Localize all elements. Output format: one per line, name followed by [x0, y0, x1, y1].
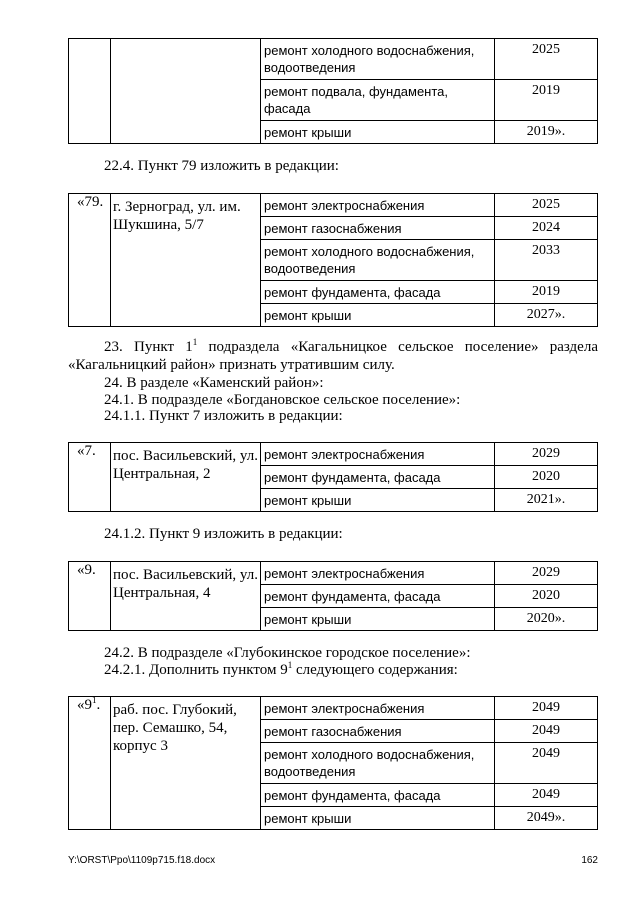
year-cell: 2019 — [495, 281, 598, 304]
work-cell: ремонт холодного водоснабжения, водоотведения — [261, 240, 495, 281]
year-cell: 2025 — [495, 39, 598, 80]
num-cell — [69, 39, 111, 144]
paragraph-24-2-1-text-start: 24.2.1. Дополнить пунктом 9 — [104, 662, 288, 678]
table-row — [69, 697, 598, 720]
table-item-9-1 — [68, 696, 598, 830]
num-text: «9 — [77, 697, 92, 713]
year-cell: 2024 — [495, 217, 598, 240]
year-cell: 2021». — [495, 489, 598, 512]
address-cell — [111, 39, 261, 144]
paragraph-23 — [68, 338, 598, 374]
year-cell: 2049 — [495, 784, 598, 807]
table-row — [69, 39, 598, 80]
work-cell: ремонт фундамента, фасада — [261, 784, 495, 807]
year-cell: 2020 — [495, 585, 598, 608]
num-cell — [69, 697, 111, 830]
num-cell: «7. — [69, 443, 111, 512]
year-cell: 2025 — [495, 194, 598, 217]
table-row — [69, 443, 598, 466]
year-cell: 2029 — [495, 562, 598, 585]
work-cell: ремонт фундамента, фасада — [261, 585, 495, 608]
year-cell: 2049». — [495, 807, 598, 830]
table-row — [69, 562, 598, 585]
work-cell: ремонт подвала, фундамента, фасада — [261, 80, 495, 121]
address-cell: пос. Васильевский, ул. Центральная, 2 — [111, 443, 261, 512]
table-continuation — [68, 38, 598, 144]
work-cell: ремонт крыши — [261, 608, 495, 631]
table-item-9 — [68, 561, 598, 631]
work-cell: ремонт электроснабжения — [261, 194, 495, 217]
paragraph-24: 24. В разделе «Каменский район»: — [104, 375, 324, 391]
work-cell: ремонт фундамента, фасада — [261, 466, 495, 489]
num-cell: «79. — [69, 194, 111, 327]
address-cell: раб. пос. Глубокий, пер. Семашко, 54, корпус 3 — [111, 697, 261, 830]
work-cell: ремонт крыши — [261, 489, 495, 512]
paragraph-22-4: 22.4. Пункт 79 изложить в редакции: — [104, 158, 339, 174]
table-item-79 — [68, 193, 598, 327]
year-cell: 2049 — [495, 697, 598, 720]
address-cell: пос. Васильевский, ул. Центральная, 4 — [111, 562, 261, 631]
work-cell: ремонт фундамента, фасада — [261, 281, 495, 304]
paragraph-24-1-2: 24.1.2. Пункт 9 изложить в редакции: — [104, 526, 343, 542]
table-row — [69, 194, 598, 217]
footer-page-number: 162 — [581, 855, 598, 866]
year-cell: 2020 — [495, 466, 598, 489]
num-cell: «9. — [69, 562, 111, 631]
address-cell: г. Зерноград, ул. им. Шукшина, 5/7 — [111, 194, 261, 327]
paragraph-24-1-1: 24.1.1. Пункт 7 изложить в редакции: — [104, 408, 343, 424]
num-suffix: . — [96, 697, 101, 713]
year-cell: 2020». — [495, 608, 598, 631]
paragraph-24-2: 24.2. В подразделе «Глубокинское городское поселение»: — [104, 645, 471, 661]
work-cell: ремонт крыши — [261, 807, 495, 830]
year-cell: 2019 — [495, 80, 598, 121]
year-cell: 2033 — [495, 240, 598, 281]
year-cell: 2049 — [495, 720, 598, 743]
work-cell: ремонт газоснабжения — [261, 217, 495, 240]
year-cell: 2019». — [495, 121, 598, 144]
work-cell: ремонт электроснабжения — [261, 443, 495, 466]
paragraph-24-2-1-superscript: 1 — [287, 660, 293, 670]
work-cell: ремонт газоснабжения — [261, 720, 495, 743]
num-superscript: 1 — [92, 695, 97, 705]
year-cell: 2027». — [495, 304, 598, 327]
paragraph-24-2-1 — [104, 661, 458, 679]
paragraph-23-superscript: 1 — [192, 337, 198, 347]
work-cell: ремонт холодного водоснабжения, водоотведения — [261, 39, 495, 80]
year-cell: 2029 — [495, 443, 598, 466]
work-cell: ремонт холодного водоснабжения, водоотведения — [261, 743, 495, 784]
paragraph-23-text-end: подраздела «Кагальницкое сельское поселение» раздела «Кагальницкий район» признать утратившим силу. — [68, 339, 598, 373]
table-item-7 — [68, 442, 598, 512]
paragraph-24-2-1-text-end: следующего содержания: — [292, 662, 458, 678]
paragraph-24-1: 24.1. В подразделе «Богдановское сельское поселение»: — [104, 392, 461, 408]
work-cell: ремонт крыши — [261, 304, 495, 327]
work-cell: ремонт крыши — [261, 121, 495, 144]
work-cell: ремонт электроснабжения — [261, 697, 495, 720]
paragraph-23-text-start: 23. Пункт 1 — [104, 339, 193, 355]
year-cell: 2049 — [495, 743, 598, 784]
work-cell: ремонт электроснабжения — [261, 562, 495, 585]
footer-file-path: Y:\ORST\Ppo\1109p715.f18.docx — [68, 855, 216, 866]
